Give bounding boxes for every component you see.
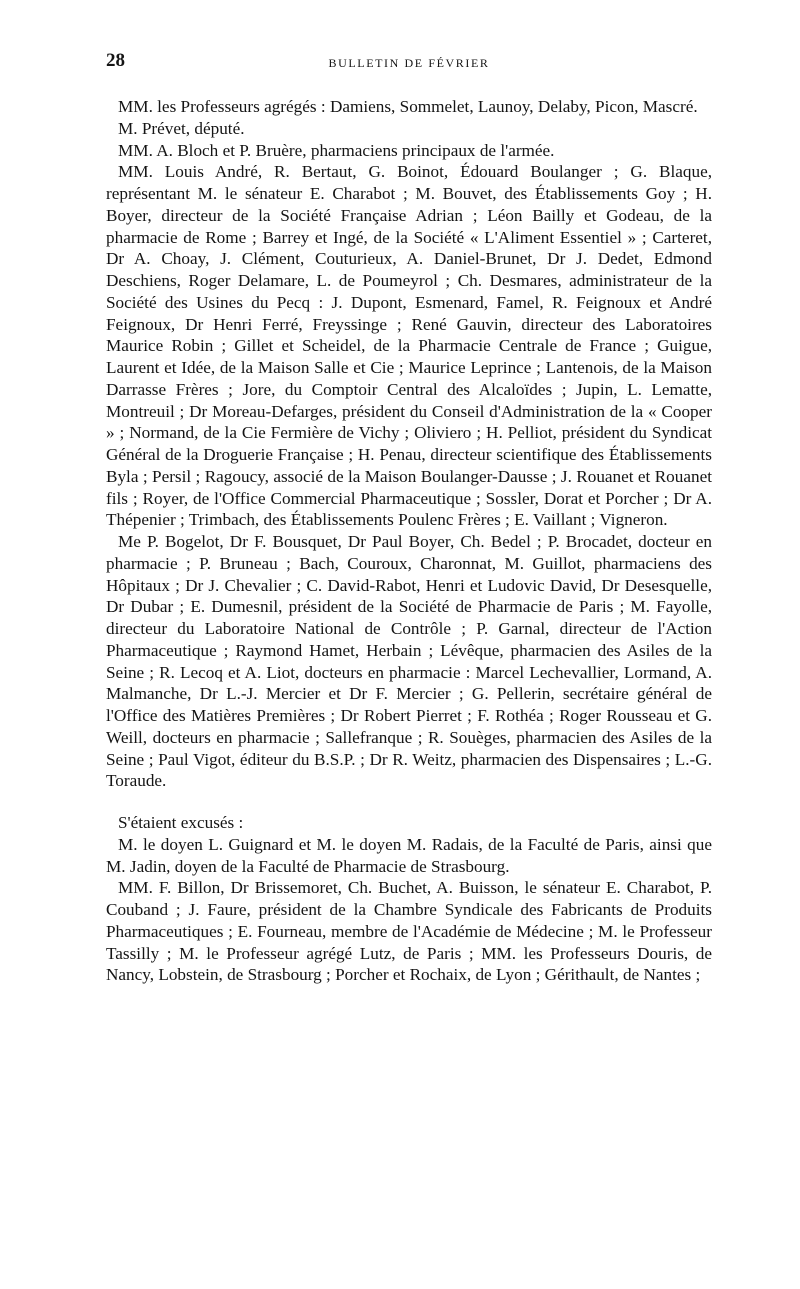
paragraph-doyens: M. le doyen L. Guignard et M. le doyen M. Radais, de la Faculté de Paris, ainsi que M. Jadin, doyen de la Faculté de Pharmacie de Strasbourg. [106,834,712,876]
paragraph-excused-list: MM. F. Billon, Dr Brissemoret, Ch. Buchet, A. Buisson, le sénateur E. Charabot, P. Couband ; J. Faure, président de la Chambre Syndicale des Fabricants de Produits Pharmaceutiques ; E. Fourneau, membre de l'Académie de Médecine ; M. le Professeur Tassilly ; M. le Professeur agrégé Lutz, de Paris ; MM. les Professeurs Douris, de Nancy, Lobstein, de Strasbourg ; Porcher et Rochaix, de Lyon ; Gérithault, de Nantes ; [106,878,712,985]
paragraph-excuses-heading: S'étaient excusés : [118,813,244,832]
body-text [106,96,712,986]
paragraph-attendees-list-2: Me P. Bogelot, Dr F. Bousquet, Dr Paul Boyer, Ch. Bedel ; P. Brocadet, docteur en pharmacie ; P. Bruneau ; Bach, Couroux, Charonnat, M. Guillot, pharmaciens des Hôpitaux ; Dr J. Chevalier ; C. David-Rabot, Henri et Ludovic David, Dr Desesquelle, Dr Dubar ; E. Dumesnil, président de la Société de Pharmacie de Paris ; M. Fayolle, directeur du Laboratoire National de Contrôle ; P. Garnal, directeur de l'Action Pharmaceutique ; Raymond Hamet, Herbain ; Lévêque, pharmacien des Asiles de la Seine ; R. Lecoq et A. Liot, docteurs en pharmacie : Marcel Lechevallier, Lormand, A. Malmanche, Dr L.-J. Mercier et Dr F. Mercier ; G. Pellerin, secrétaire général de l'Office des Matières Premières ; Dr Robert Pierret ; F. Rothéa ; Roger Rousseau et G. Weill, docteurs en pharmacie ; Sallefranque ; R. Souèges, pharmacien des Asiles de la Seine ; Paul Vigot, éditeur du B.S.P. ; Dr R. Weitz, pharmacien des Dispensaires ; L.-G. Toraude. [106,532,712,791]
document-page [106,0,712,1289]
paragraph-attendees-list: MM. Louis André, R. Bertaut, G. Boinot, Édouard Boulanger ; G. Blaque, représentant M. le sénateur E. Charabot ; M. Bouvet, des Établissements Goy ; H. Boyer, directeur de la Société Française Adrian ; Léon Bailly et Godeau, de la pharmacie de Rome ; Barrey et Ingé, de la Société « L'Aliment Essentiel » ; Carteret, Dr A. Choay, J. Clément, Couturieux, A. Daniel-Brunet, Dr J. Dedet, Edmond Deschiens, Roger Delamare, L. de Poumeyrol ; Ch. Desmares, administrateur de la Société des Usines du Pecq : J. Dupont, Esmenard, Famel, R. Feignoux et André Feignoux, Dr Henri Ferré, Freyssinge ; René Gauvin, directeur des Laboratoires Maurice Robin ; Gillet et Scheidel, de la Pharmacie Centrale de France ; Guigue, Laurent et Idée, de la Maison Salle et Cie ; Maurice Leprince ; Lantenois, de la Maison Darrasse Frères ; Jore, du Comptoir Central des Alcaloïdes ; Jupin, L. Lematte, Montreuil ; Dr Moreau-Defarges, président du Conseil d'Administration de la « Cooper » ; Normand, de la Cie Fermière de Vichy ; Oliviero ; H. Pelliot, président du Syndicat Général de la Droguerie Française ; H. Penau, directeur scientifique des Établissements Byla ; Persil ; Ragoucy, associé de la Maison Boulanger-Dausse ; J. Rouanet et Rouanet fils ; Royer, de l'Office Commercial Pharmaceutique ; Sossler, Dorat et Porcher ; Dr A. Thépenier ; Trimbach, des Établissements Poulenc Frères ; E. Vaillant ; Vigneron. [106,162,712,530]
paragraph-pharmaciens-armee: MM. A. Bloch et P. Bruère, pharmaciens principaux de l'armée. [118,140,555,160]
paragraph-professeurs-agreges: MM. les Professeurs agrégés : Damiens, Sommelet, Launoy, Delaby, Picon, Mascré. [118,97,698,116]
page-number: 28 [106,50,125,71]
journal-title: BULLETIN DE FÉVRIER [328,56,490,70]
paragraph-depute: M. Prévet, député. [118,118,245,138]
running-head [106,48,712,76]
